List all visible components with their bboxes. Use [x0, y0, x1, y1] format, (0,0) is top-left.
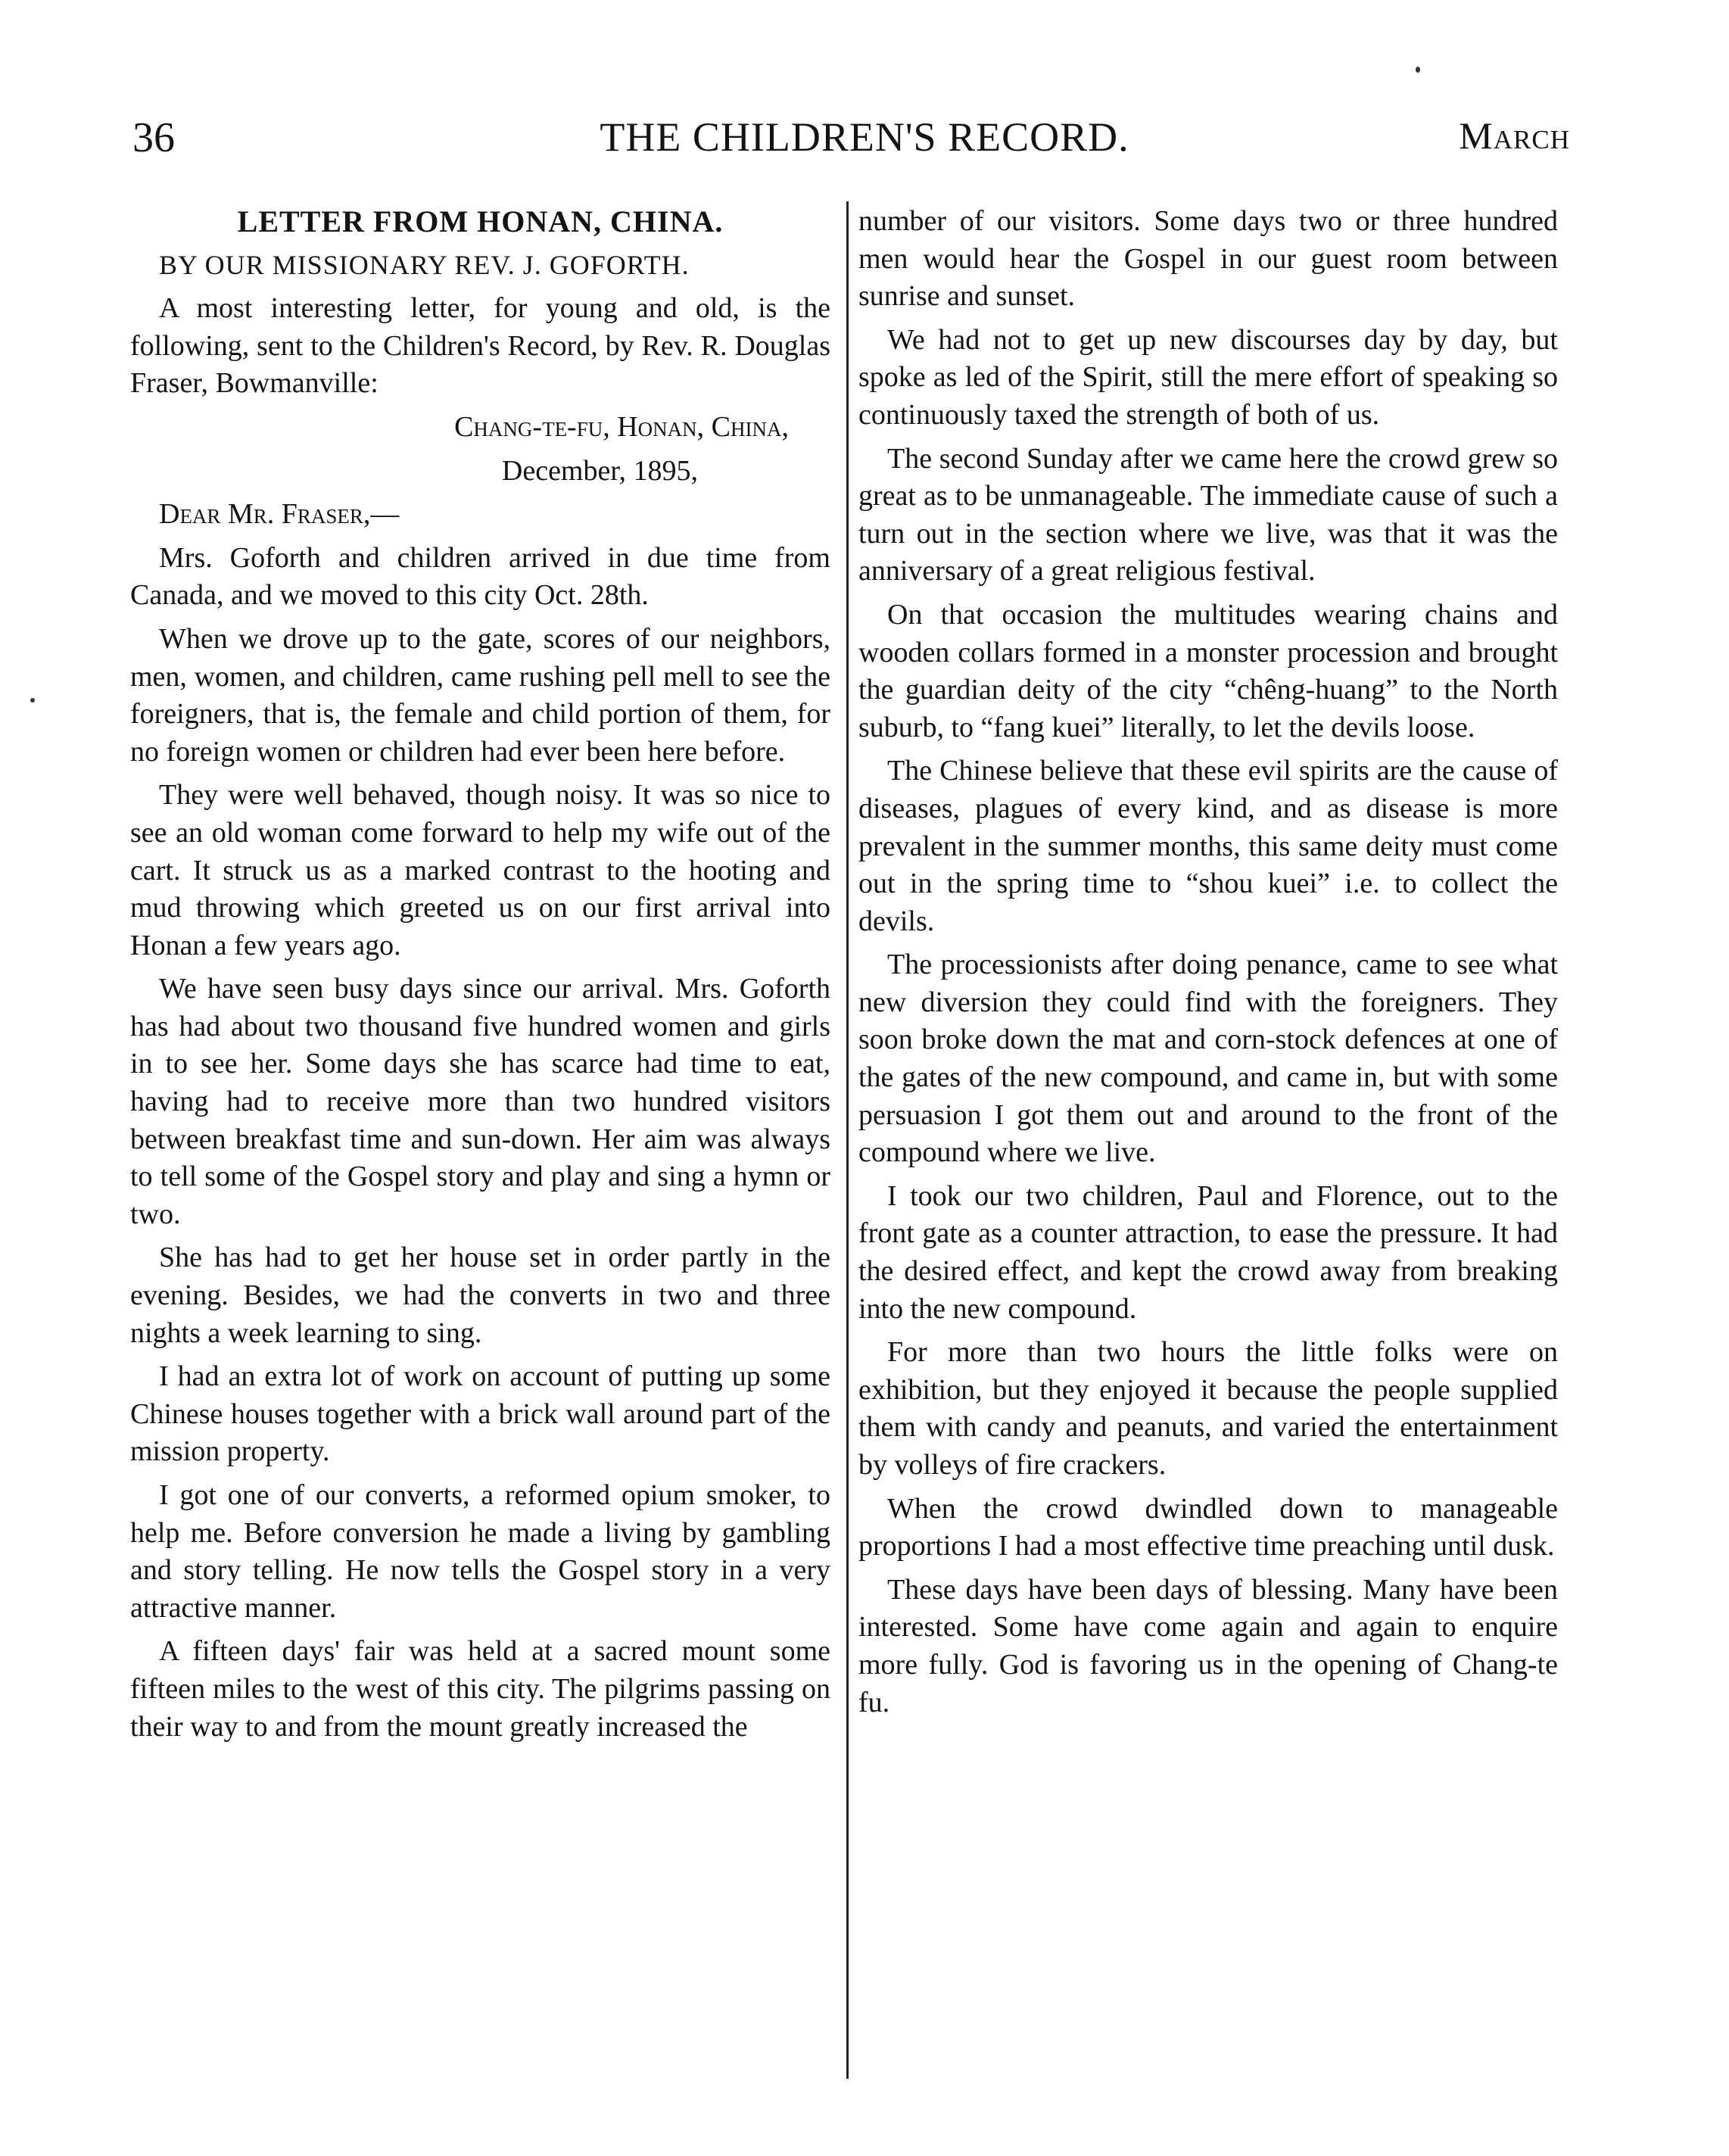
article-title: LETTER FROM HONAN, CHINA. [237, 204, 724, 238]
letter-salutation: Dear Mr. Fraser,— [159, 498, 400, 531]
paragraph: A fifteen days' fair was held at a sacred mount some fifteen miles to the west of this city. The pilgrims passing on their way to and from the mount greatly increased the [130, 1635, 830, 1743]
paragraph: The second Sunday after we came here the crowd grew so great as to be unmanageable. The immediate cause of such a turn out in the section where we live, was that it was the anniversary of a great religious festival. [858, 442, 1558, 587]
paragraph: They were well behaved, though noisy. It was so nice to see an old woman come forward to help my wife out of the cart. It struck us as a marked contrast to the hooting and mud throwing which greeted us on our first arrival into Honan a few years ago. [130, 779, 830, 961]
right-column [858, 203, 1558, 1728]
paragraph: We had not to get up new discourses day by day, but spoke as led of the Spirit, still the mere effort of speaking so continuously taxed the strength of both of us. [858, 323, 1558, 431]
paragraph: For more than two hours the little folks were on exhibition, but they enjoyed it because the people supplied them with candy and peanuts, and varied the entertainment by volleys of fire crackers. [858, 1336, 1558, 1481]
column-divider [846, 201, 849, 2079]
letter-date: December, 1895, [501, 454, 698, 487]
paragraph: I had an extra lot of work on account of putting up some Chinese houses together with a brick wall around part of the mission property. [130, 1360, 830, 1468]
page-number: 36 [132, 114, 175, 161]
paragraph: I got one of our converts, a reformed opium smoker, to help me. Before conversion he made a living by gambling and story telling. He now tells the Gospel story in a very attractive manner. [130, 1479, 830, 1624]
paragraph-continued: number of our visitors. Some days two or three hundred men would hear the Gospel in our guest room between sunrise and sunset. [858, 205, 1558, 313]
paragraph: When the crowd dwindled down to manageable proportions I had a most effective time preaching until dusk. [858, 1492, 1558, 1562]
paragraph: Mrs. Goforth and children arrived in due time from Canada, and we moved to this city Oct. 28th. [130, 541, 830, 612]
paragraph: She has had to get her house set in order partly in the evening. Besides, we had the converts in two and three nights a week learning to sing. [130, 1242, 830, 1349]
publication-title: THE CHILDREN'S RECORD. [600, 114, 1129, 160]
issue-month: March [1459, 114, 1570, 157]
letter-place: Chang-te-fu, Honan, China, [454, 410, 789, 443]
paragraph: We have seen busy days since our arrival. Mrs. Goforth has had about two thousand five hundred women and girls in to see her. Some days she has scarce had time to eat, having had to receive more than two hundred visitors between breakfast time and sun-down. Her aim was always to tell some of the Gospel story and play and sing a hymn or two. [130, 973, 830, 1230]
speck-mark [30, 698, 35, 703]
paragraph: When we drove up to the gate, scores of our neighbors, men, women, and children, came rushing pell mell to see the foreigners, that is, the female and child portion of them, for no foreign women or children had ever been here before. [130, 622, 830, 768]
article-intro: A most interesting letter, for young and old, is the following, sent to the Children's Record, by Rev. R. Douglas Fraser, Bowmanville: [130, 292, 830, 400]
article-byline: BY OUR MISSIONARY REV. J. GOFORTH. [159, 249, 690, 280]
page-header [0, 114, 1729, 182]
speck-mark [1416, 67, 1420, 73]
left-column [130, 203, 830, 1752]
paragraph: These days have been days of blessing. Many have been interested. Some have come again and again to enquire more fully. God is favoring us in the opening of Chang-te fu. [858, 1573, 1558, 1718]
paragraph: The processionists after doing penance, came to see what new diversion they could find with the foreigners. They soon broke down the mat and corn-stock defences at one of the gates of the new compound, and came in, but with some persuasion I got them out and around to the front of the compound where we live. [858, 949, 1558, 1169]
paragraph: I took our two children, Paul and Florence, out to the front gate as a counter attraction, to ease the pressure. It had the desired effect, and kept the crowd away from breaking into the new compound. [858, 1179, 1558, 1325]
paragraph: On that occasion the multitudes wearing chains and wooden collars formed in a monster procession and brought the guardian deity of the city “chêng-huang” to the North suburb, to “fang kuei” literally, to let the devils loose. [858, 598, 1558, 743]
paragraph: The Chinese believe that these evil spirits are the cause of diseases, plagues of every kind, and as disease is more prevalent in the summer months, this same deity must come out in the spring time to “shou kuei” i.e. to collect the devils. [858, 755, 1558, 937]
